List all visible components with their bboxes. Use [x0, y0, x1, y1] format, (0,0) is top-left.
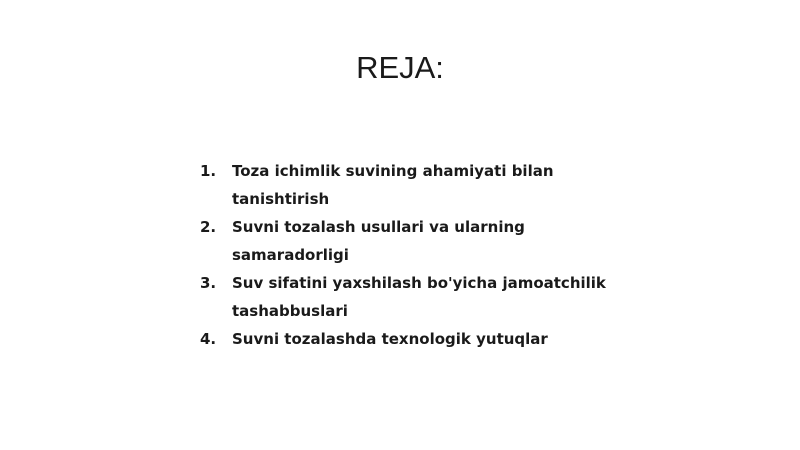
list-item-line: samaradorligi — [232, 246, 349, 264]
list-item-line: tanishtirish — [232, 190, 330, 208]
list-item-number: 1. — [200, 162, 217, 180]
list-item-text — [232, 325, 620, 353]
list-item — [200, 325, 620, 353]
list-item — [200, 213, 620, 269]
list-item-line: tashabbuslari — [232, 302, 348, 320]
list-item-line: Toza ichimlik suvining ahamiyati bilan — [232, 162, 554, 180]
list-item-number: 2. — [200, 218, 217, 236]
list-item-line: Suvni tozalash usullari va ularning — [232, 218, 525, 236]
list-item-text — [232, 157, 620, 213]
list-item — [200, 157, 620, 213]
plan-list — [200, 157, 620, 353]
list-item-number: 4. — [200, 330, 217, 348]
list-item-text — [232, 213, 620, 269]
list-item-text — [232, 269, 620, 325]
list-item-number: 3. — [200, 274, 217, 292]
list-item-line: Suvni tozalashda texnologik yutuqlar — [232, 330, 548, 348]
slide-title: REJA: — [356, 50, 444, 85]
list-item-line: Suv sifatini yaxshilash bo'yicha jamoatchilik — [232, 274, 606, 292]
list-item — [200, 269, 620, 325]
